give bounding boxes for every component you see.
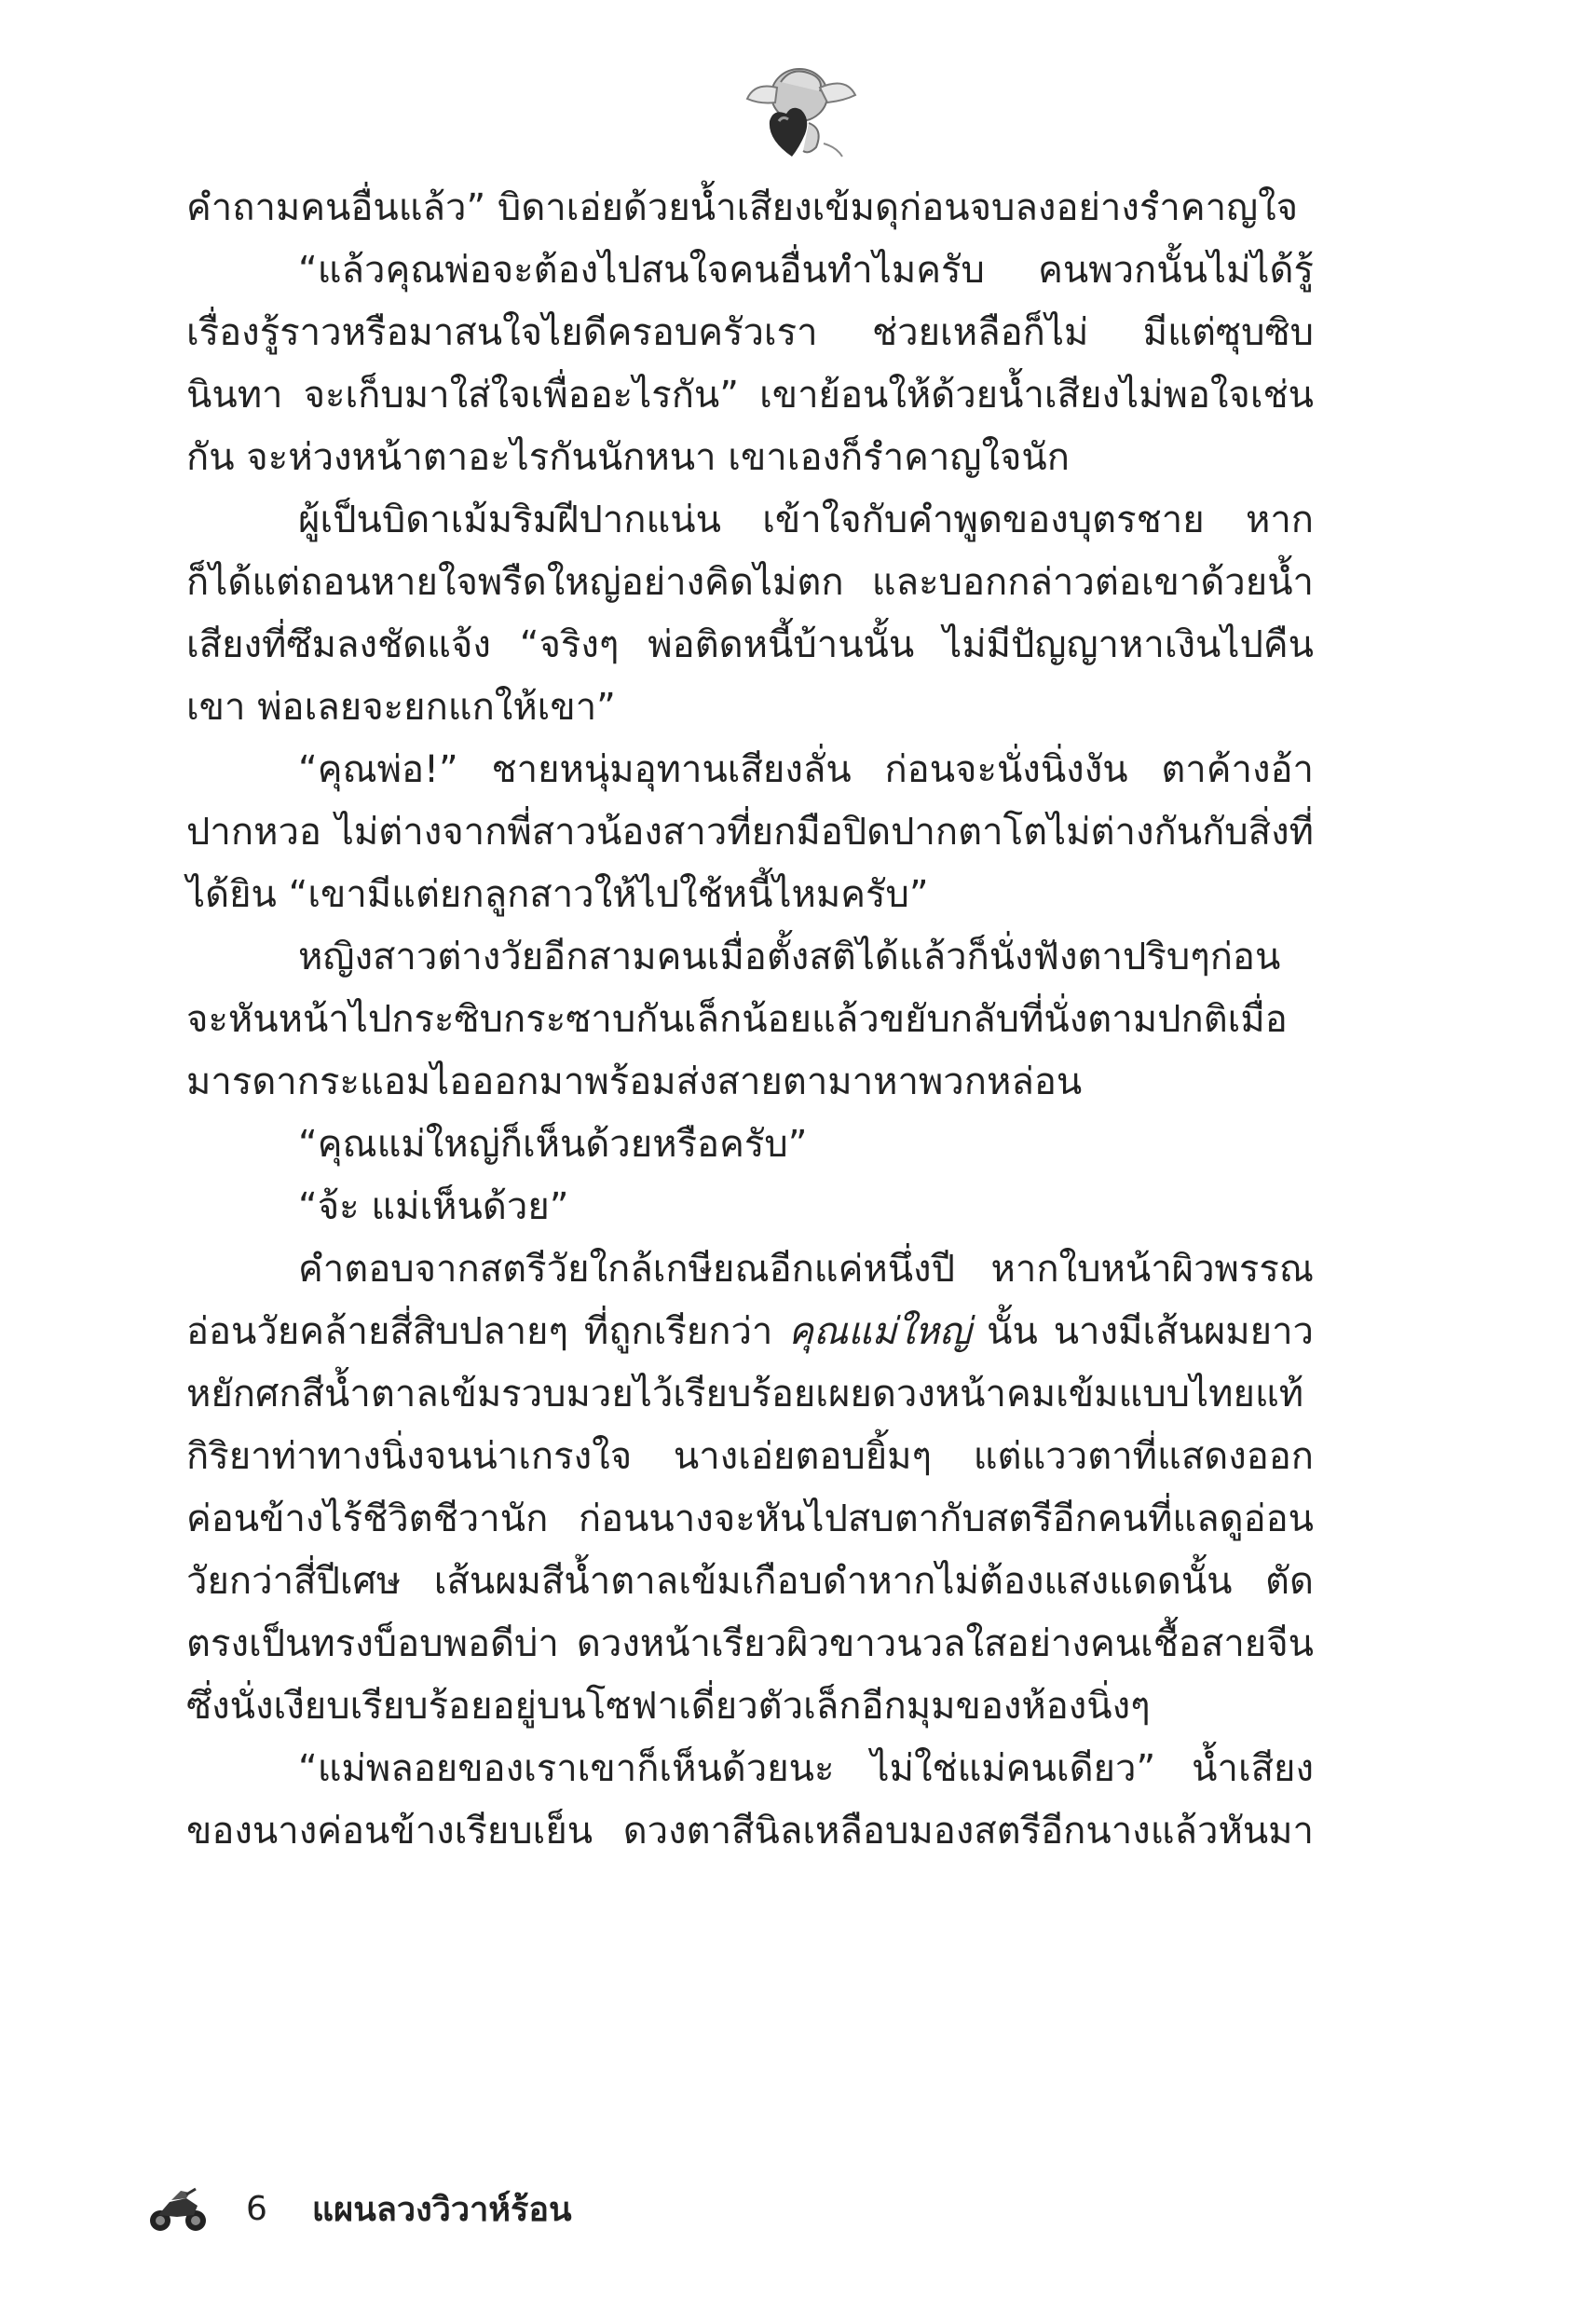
paragraph: “แม่พลอยของเราเขาก็เห็นด้วยนะ ไม่ใช่แม่คนเดียว” น้ำเสียงของนางค่อนข้างเรียบเย็น ดวงตาสีนิลเหลือบมองสตรีอีกนางแล้วหันมา xyxy=(186,1747,1314,1853)
paragraph: “คุณแม่ใหญ่ก็เห็นด้วยหรือครับ” xyxy=(298,1123,808,1166)
paragraph: คำถามคนอื่นแล้ว” บิดาเอ่ยด้วยน้ำเสียงเข้มดุก่อนจบลงอย่างรำคาญใจ xyxy=(186,186,1299,229)
book-title: แผนลวงวิวาห์ร้อน xyxy=(311,2190,572,2229)
paragraph-text: นั้น นางมีเส้นผมยาวหยักศกสีน้ำตาลเข้มรวบมวยไว้เรียบร้อยเผยดวงหน้าคมเข้มแบบไทยแท้ กิริยาท่าทางนิ่งจนน่าเกรงใจ นางเอ่ยตอบยิ้มๆ แต่แววตาที่แสดงออกค่อนข้างไร้ชีวิตชีวานัก ก่อนนางจะหันไปสบตากับสตรีอีกคนที่แลดูอ่อนวัยกว่าสี่ปีเศษ เส้นผมสีน้ำตาลเข้มเกือบดำหากไม่ต้องแสงแดดนั้น ตัดตรงเป็นทรงบ็อบพอดีบ่า ดวงหน้าเรียวผิวขาวนวลใสอย่างคนเชื้อสายจีน ซึ่งนั่งเงียบเรียบร้อยอยู่บนโซฟาเดี่ยวตัวเล็กอีกมุมของห้องนิ่งๆ xyxy=(186,1310,1314,1728)
paragraph-text: คำตอบจากสตรีวัยใกล้เกษียณอีกแค่หนึ่งปี หากใบหน้าผิวพรรณอ่อนวัยคล้ายสี่สิบปลายๆ ที่ถูกเรียกว่า xyxy=(186,1248,1314,1353)
paragraph: “จ้ะ แม่เห็นด้วย” xyxy=(298,1185,569,1228)
page-footer xyxy=(149,2176,801,2241)
paragraph: ผู้เป็นบิดาเม้มริมฝีปากแน่น เข้าใจกับคำพูดของบุตรชาย หากก็ได้แต่ถอนหายใจพรืดใหญ่อย่างคิดไม่ตก และบอกกล่าวต่อเขาด้วยน้ำเสียงที่ซึมลงชัดแจ้ง “จริงๆ พ่อติดหนี้บ้านนั้น ไม่มีปัญญาหาเงินไปคืนเขา พ่อเลยจะยกแกให้เขา” xyxy=(186,499,1314,729)
story-text xyxy=(186,177,1314,1863)
paragraph: หญิงสาวต่างวัยอีกสามคนเมื่อตั้งสติได้แล้วก็นั่งฟังตาปริบๆก่อนจะหันหน้าไปกระซิบกระซาบกันเล็กน้อยแล้วขยับกลับที่นั่งตามปกติเมื่อมารดากระแอมไอออกมาพร้อมส่งสายตามาหาพวกหล่อน xyxy=(186,936,1288,1103)
motorcycle-icon xyxy=(149,2183,207,2234)
paragraph: “แล้วคุณพ่อจะต้องไปสนใจคนอื่นทำไมครับ คนพวกนั้นไม่ได้รู้เรื่องรู้ราวหรือมาสนใจไยดีครอบครัวเรา ช่วยเหลือก็ไม่ มีแต่ซุบซิบนินทา จะเก็บมาใส่ใจเพื่ออะไรกัน” เขาย้อนให้ด้วยน้ำเสียงไม่พอใจเช่นกัน จะห่วงหน้าตาอะไรกันนักหนา เขาเองก็รำคาญใจนัก xyxy=(186,249,1314,479)
cupid-heart-icon xyxy=(727,54,866,164)
paragraph: “คุณพ่อ!” ชายหนุ่มอุทานเสียงลั่น ก่อนจะนั่งนิ่งงัน ตาค้างอ้าปากหวอ ไม่ต่างจากพี่สาวน้องสาวที่ยกมือปิดปากตาโตไม่ต่างกันกับสิ่งที่ได้ยิน “เขามีแต่ยกลูกสาวให้ไปใช้หนี้ไหมครับ” xyxy=(186,748,1314,916)
page-number: 6 xyxy=(246,2189,267,2228)
paragraph xyxy=(186,1238,1314,1738)
emphasis-text: คุณแม่ใหญ่ xyxy=(788,1310,972,1353)
